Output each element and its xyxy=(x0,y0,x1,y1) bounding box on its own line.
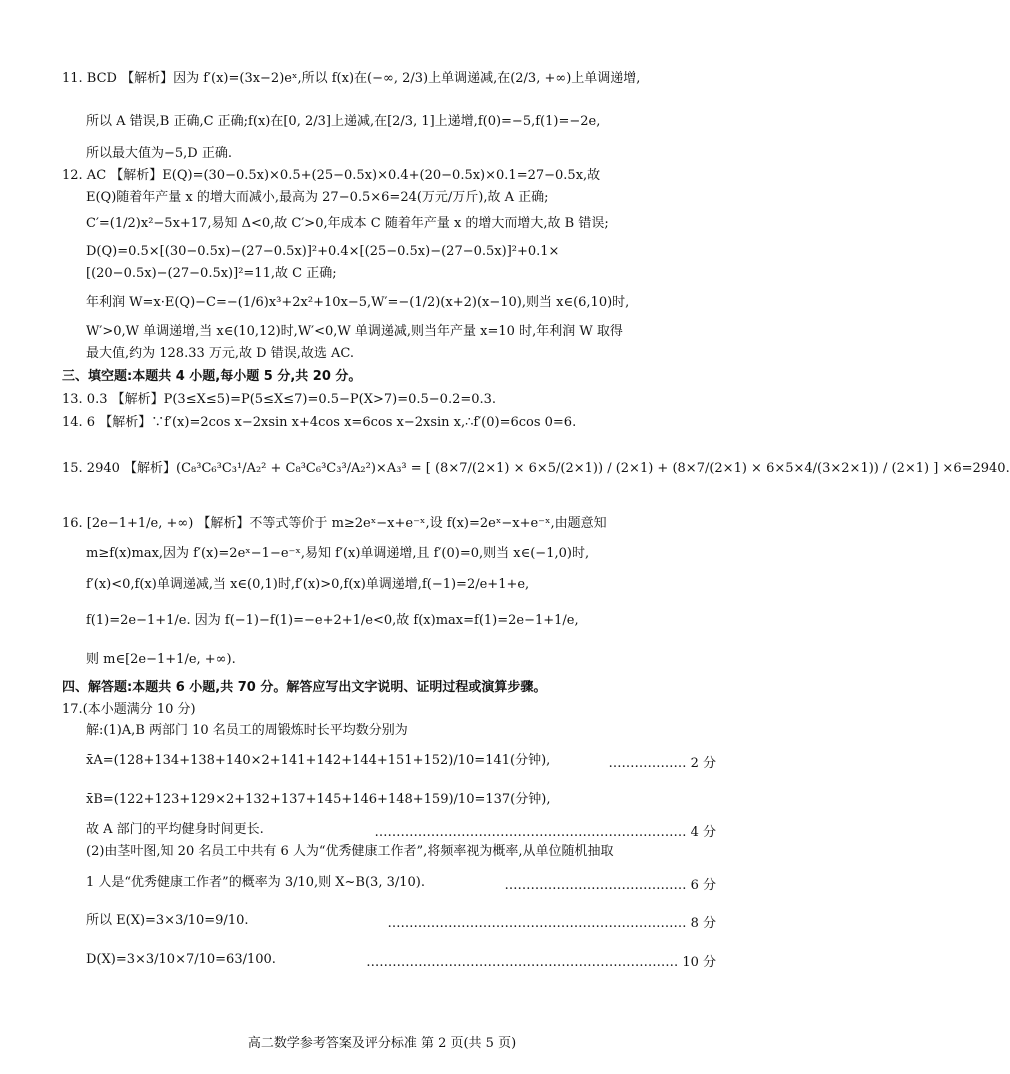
text-line: f′(x)<0,f(x)单调递减,当 x∈(0,1)时,f′(x)>0,f(x)单调递增,f(−1)=2/e+1+e, xyxy=(86,577,530,592)
text-line: D(Q)=0.5×[(30−0.5x)−(27−0.5x)]²+0.4×[(25−0.5x)−(27−0.5x)]²+0.1× xyxy=(86,244,560,259)
score-mark: ……………………………………………………………… 10 分 xyxy=(366,955,716,970)
text-line: (2)由茎叶图,知 20 名员工中共有 6 人为“优秀健康工作者”,将频率视为概率,从单位随机抽取 xyxy=(86,844,614,859)
text-line: 15. 2940 【解析】(C₈³C₆³C₃¹/A₂² + C₈³C₆³C₃³/A₂²)×A₃³ = [ (8×7/(2×1) × 6×5/(2×1)) / (2×1) + (8×7/(2×1) × 6×5×4/(3×2×1)) / (2×1) ] ×6=2940. xyxy=(62,461,1010,476)
text-line: D(X)=3×3/10×7/10=63/100. xyxy=(86,952,276,967)
score-mark: …………………………………… 6 分 xyxy=(504,878,716,893)
score-mark: ……………… 2 分 xyxy=(608,756,716,771)
page-footer: 高二数学参考答案及评分标准 第 2 页(共 5 页) xyxy=(247,1036,517,1051)
text-line: 所以 A 错误,B 正确,C 正确;f(x)在[0, 2/3]上递减,在[2/3, 1]上递增,f(0)=−5,f(1)=−2e, xyxy=(86,114,601,129)
text-line: 四、解答题:本题共 6 小题,共 70 分。解答应写出文字说明、证明过程或演算步骤。 xyxy=(62,680,547,695)
text-line: 故 A 部门的平均健身时间更长. xyxy=(86,822,264,837)
text-line: 最大值,约为 128.33 万元,故 D 错误,故选 AC. xyxy=(86,346,354,361)
text-line: 16. [2e−1+1/e, +∞) 【解析】不等式等价于 m≥2eˣ−x+e⁻ˣ,设 f(x)=2eˣ−x+e⁻ˣ,由题意知 xyxy=(62,516,607,531)
text-line: 则 m∈[2e−1+1/e, +∞). xyxy=(86,652,236,667)
score-mark: …………………………………………………………… 8 分 xyxy=(387,916,716,931)
text-line: 解:(1)A,B 两部门 10 名员工的周锻炼时长平均数分别为 xyxy=(86,723,408,738)
text-line: f(1)=2e−1+1/e. 因为 f(−1)−f(1)=−e+2+1/e<0,故 f(x)max=f(1)=2e−1+1/e, xyxy=(86,613,579,628)
text-line: 所以最大值为−5,D 正确. xyxy=(86,146,232,161)
text-line: m≥f(x)max,因为 f′(x)=2eˣ−1−e⁻ˣ,易知 f′(x)单调递增,且 f′(0)=0,则当 x∈(−1,0)时, xyxy=(86,546,590,561)
text-line: 年利润 W=x·E(Q)−C=−(1/6)x³+2x²+10x−5,W′=−(1/2)(x+2)(x−10),则当 x∈(6,10)时, xyxy=(86,295,630,310)
text-line: 所以 E(X)=3×3/10=9/10. xyxy=(86,913,249,928)
text-line: W′>0,W 单调递增,当 x∈(10,12)时,W′<0,W 单调递减,则当年产量 x=10 时,年利润 W 取得 xyxy=(86,324,623,339)
text-line: [(20−0.5x)−(27−0.5x)]²=11,故 C 正确; xyxy=(86,266,337,281)
text-line: 14. 6 【解析】∵f′(x)=2cos x−2xsin x+4cos x=6cos x−2xsin x,∴f′(0)=6cos 0=6. xyxy=(62,415,577,430)
text-line: 17.(本小题满分 10 分) xyxy=(62,702,196,717)
text-line: 三、填空题:本题共 4 小题,每小题 5 分,共 20 分。 xyxy=(62,369,362,384)
text-line: 12. AC 【解析】E(Q)=(30−0.5x)×0.5+(25−0.5x)×0.4+(20−0.5x)×0.1=27−0.5x,故 xyxy=(62,168,601,183)
text-line: C′=(1/2)x²−5x+17,易知 Δ<0,故 C′>0,年成本 C 随着年产量 x 的增大而增大,故 B 错误; xyxy=(86,216,609,231)
text-line: x̄A=(128+134+138+140×2+141+142+144+151+152)/10=141(分钟), xyxy=(86,753,551,768)
score-mark: ……………………………………………………………… 4 分 xyxy=(374,825,716,840)
text-line: 13. 0.3 【解析】P(3≤X≤5)=P(5≤X≤7)=0.5−P(X>7)=0.5−0.2=0.3. xyxy=(62,392,497,407)
text-line: E(Q)随着年产量 x 的增大而减小,最高为 27−0.5×6=24(万元/万斤),故 A 正确; xyxy=(86,190,549,205)
text-line: 1 人是“优秀健康工作者”的概率为 3/10,则 X~B(3, 3/10). xyxy=(86,875,425,890)
text-line: 11. BCD 【解析】因为 f′(x)=(3x−2)eˣ,所以 f(x)在(−∞, 2/3)上单调递减,在(2/3, +∞)上单调递增, xyxy=(62,71,641,86)
text-line: x̄B=(122+123+129×2+132+137+145+146+148+159)/10=137(分钟), xyxy=(86,792,551,807)
